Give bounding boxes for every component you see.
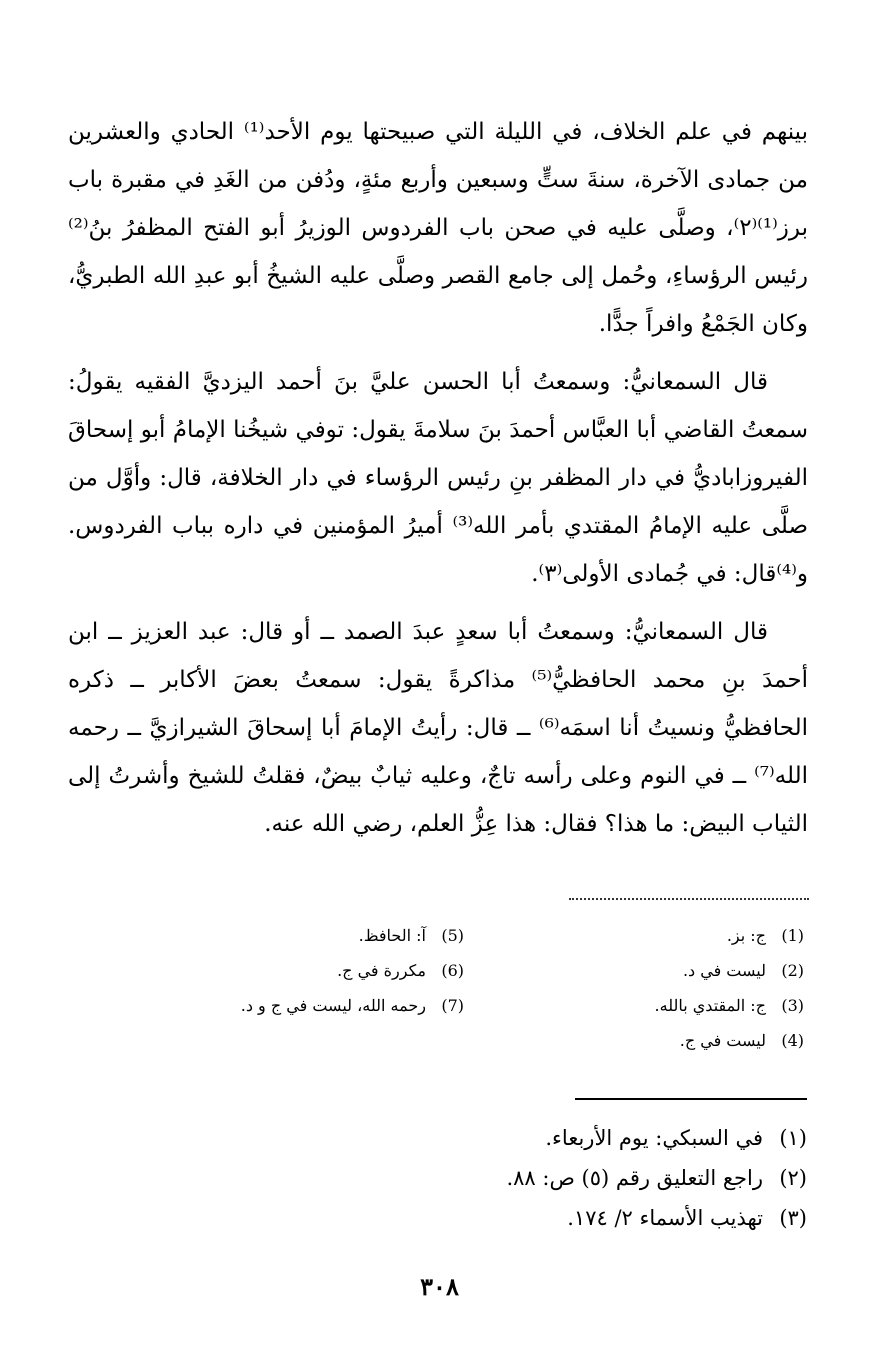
variant-note-text: مكررة في ج. — [337, 961, 426, 980]
variant-note-text: آ: الحافظ. — [358, 926, 426, 945]
main-text-block — [68, 108, 808, 848]
variant-note-number: (4) — [781, 1031, 804, 1050]
footnote-text: في السبكي: يوم الأربعاء. — [545, 1126, 763, 1150]
paragraph-1: بينهم في علم الخلاف، في الليلة التي صبيحتها يوم الأحد⁽¹⁾ الحادي والعشرين من جمادى الآخرة، سنةَ ستٍّ وسبعين وأربع مئةٍ، ودُفن من الغَدِ في مقبرة باب برز⁽¹⁾⁽٢⁾، وصلَّى عليه في صحن باب الفردوس الوزيرُ أبو الفتح المظفرُ بنُ⁽²⁾ رئيس الرؤساءِ، وحُمل إلى جامع القصر وصلَّى عليه الشيخُ أبو عبدِ الله الطبريُّ، وكان الجَمْعُ وافراً جدًّا. — [68, 119, 808, 337]
footnote-text: تهذيب الأسماء ٢/ ١٧٤. — [567, 1206, 763, 1230]
variant-notes-separator — [569, 898, 809, 900]
variant-note-text: ليست في ج. — [679, 1031, 766, 1050]
variant-notes-left-column — [184, 918, 464, 1058]
footnote-number: (٣) — [779, 1206, 807, 1230]
variant-note — [524, 953, 804, 988]
variant-note-number: (1) — [781, 926, 804, 945]
variant-note — [184, 918, 464, 953]
variant-note-text: رحمه الله، ليست في ج و د. — [240, 996, 426, 1015]
variant-note-text: ج: المقتدي بالله. — [654, 996, 766, 1015]
variant-note — [184, 988, 464, 1023]
paragraph-2: قال السمعانيُّ: وسمعتُ أبا الحسن عليَّ بنَ أحمد اليزديَّ الفقيه يقولُ: سمعتُ القاضي أبا العبَّاس أحمدَ بنَ سلامةَ يقول: توفي شيخُنا الإمامُ أبو إسحاقَ الفيروزاباديُّ في دار المظفر بنِ رئيس الرؤساء في دار الخلافة، قال: وأوَّل من صلَّى عليه الإمامُ المقتدي بأمر الله⁽³⁾ أميرُ المؤمنين في داره بباب الفردوس. و⁽⁴⁾قال: في جُمادى الأولى⁽٣⁾. — [68, 369, 808, 587]
footnote — [307, 1198, 807, 1238]
footnote-rule — [575, 1098, 807, 1100]
variant-note — [524, 918, 804, 953]
variant-note — [184, 953, 464, 988]
variant-note-text: ليست في د. — [682, 961, 766, 980]
footnote — [307, 1158, 807, 1198]
variant-note-number: (7) — [441, 996, 464, 1015]
paragraph-3: قال السمعانيُّ: وسمعتُ أبا سعدٍ عبدَ الصمد ــ أو قال: عبد العزيز ــ ابن أحمدَ بنِ محمد الحافظيُّ⁽⁵⁾ مذاكرةً يقول: سمعتُ بعضَ الأكابر ــ ذكره الحافظيُّ ونسيتُ أنا اسمَه⁽⁶⁾ ــ قال: رأيتُ الإمامَ أبا إسحاقَ الشيرازيَّ ــ رحمه الله⁽⁷⁾ ــ في النوم وعلى رأسه تاجٌ، وعليه ثيابٌ بيضٌ، فقلتُ للشيخ وأشرتُ إلى الثياب البيض: ما هذا؟ فقال: هذا عِزُّ العلم، رضي الله عنه. — [68, 619, 808, 837]
variant-notes — [144, 918, 804, 1058]
variant-note-number: (5) — [441, 926, 464, 945]
variant-note — [524, 988, 804, 1023]
variant-note-number: (6) — [441, 961, 464, 980]
page-number: ٣٠٨ — [420, 1272, 459, 1301]
footnotes — [307, 1118, 807, 1238]
variant-note-number: (2) — [781, 961, 804, 980]
variant-note — [524, 1023, 804, 1058]
variant-note-number: (3) — [781, 996, 804, 1015]
footnote — [307, 1118, 807, 1158]
variant-note-text: ج: بز. — [726, 926, 766, 945]
footnote-text: راجع التعليق رقم (٥) ص: ٨٨. — [506, 1166, 763, 1190]
footnote-number: (١) — [779, 1126, 807, 1150]
footnote-number: (٢) — [779, 1166, 807, 1190]
variant-notes-right-column — [524, 918, 804, 1058]
